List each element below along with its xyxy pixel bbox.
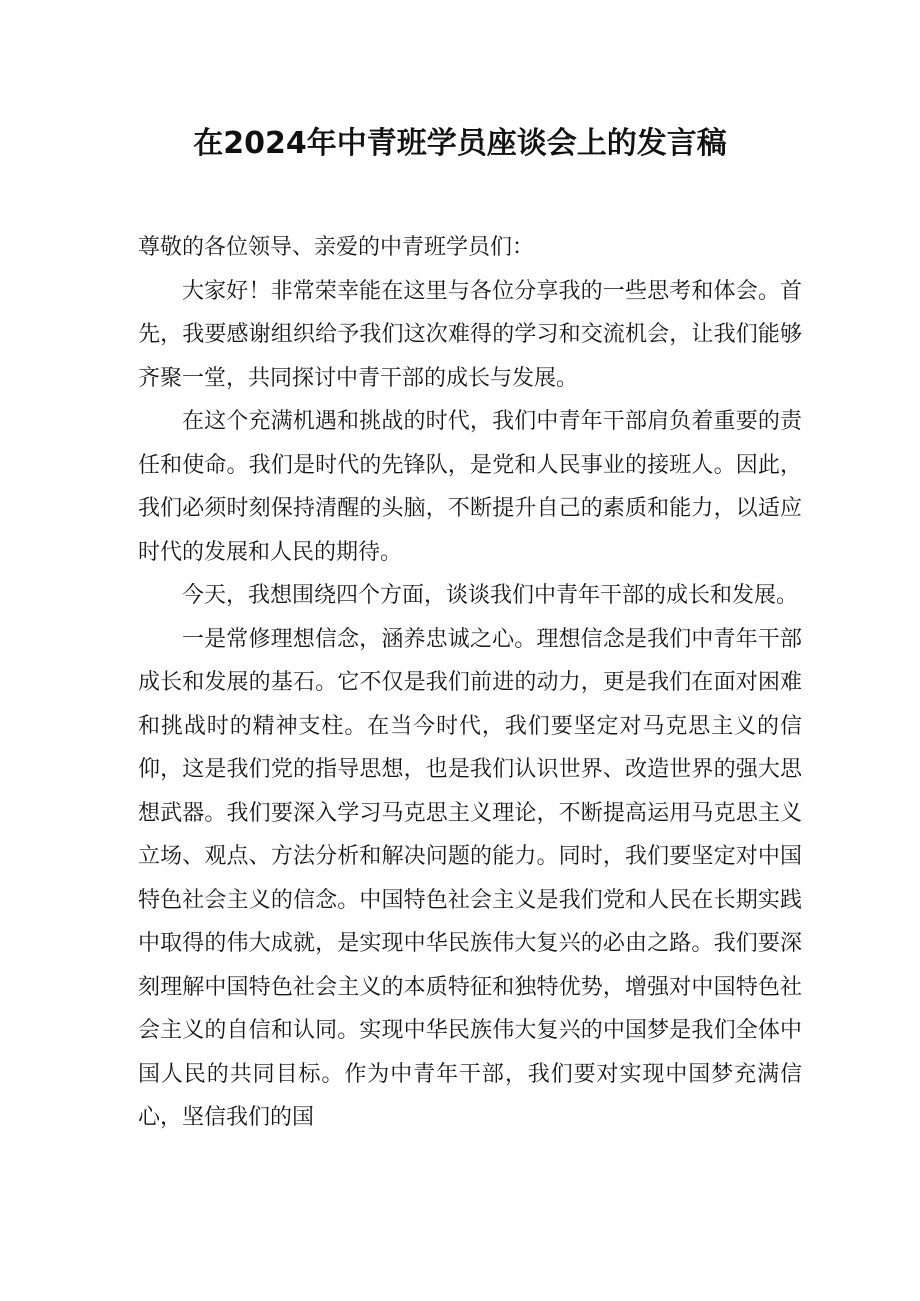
paragraph-outline: 今天，我想围绕四个方面，谈谈我们中青年干部的成长和发展。	[182, 583, 799, 608]
salutation: 尊敬的各位领导、亲爱的中青班学员们：	[138, 235, 535, 260]
document-title: 在2024年中青班学员座谈会上的发言稿	[193, 126, 727, 161]
paragraph-context: 在这个充满机遇和挑战的时代，我们中青年干部肩负着重要的责任和使命。我们是时代的先锋队，是党和人民事业的接班人。因此，我们必须时刻保持清醒的头脑，不断提升自己的素质和能力，以适应时代的发展和人民的期待。	[138, 409, 802, 565]
paragraph-greeting: 大家好！非常荣幸能在这里与各位分享我的一些思考和体会。首先，我要感谢组织给予我们这次难得的学习和交流机会，让我们能够齐聚一堂，共同探讨中青干部的成长与发展。	[138, 278, 802, 391]
paragraph-point-one: 一是常修理想信念，涵养忠诚之心。理想信念是我们中青年干部成长和发展的基石。它不仅是我们前进的动力，更是我们在面对困难和挑战时的精神支柱。在当今时代，我们要坚定对马克思主义的信仰，这是我们党的指导思想，也是我们认识世界、改造世界的强大思想武器。我们要深入学习马克思主义理论，不断提高运用马克思主义立场、观点、方法分析和解决问题的能力。同时，我们要坚定对中国特色社会主义的信念。中国特色社会主义是我们党和人民在长期实践中取得的伟大成就，是实现中华民族伟大复兴的必由之路。我们要深刻理解中国特色社会主义的本质特征和独特优势，增强对中国特色社会主义的自信和认同。实现中华民族伟大复兴的中国梦是我们全体中国人民的共同目标。作为中青年干部，我们要对实现中国梦充满信心，坚信我们的国	[138, 626, 802, 1130]
document-body	[138, 226, 802, 1140]
